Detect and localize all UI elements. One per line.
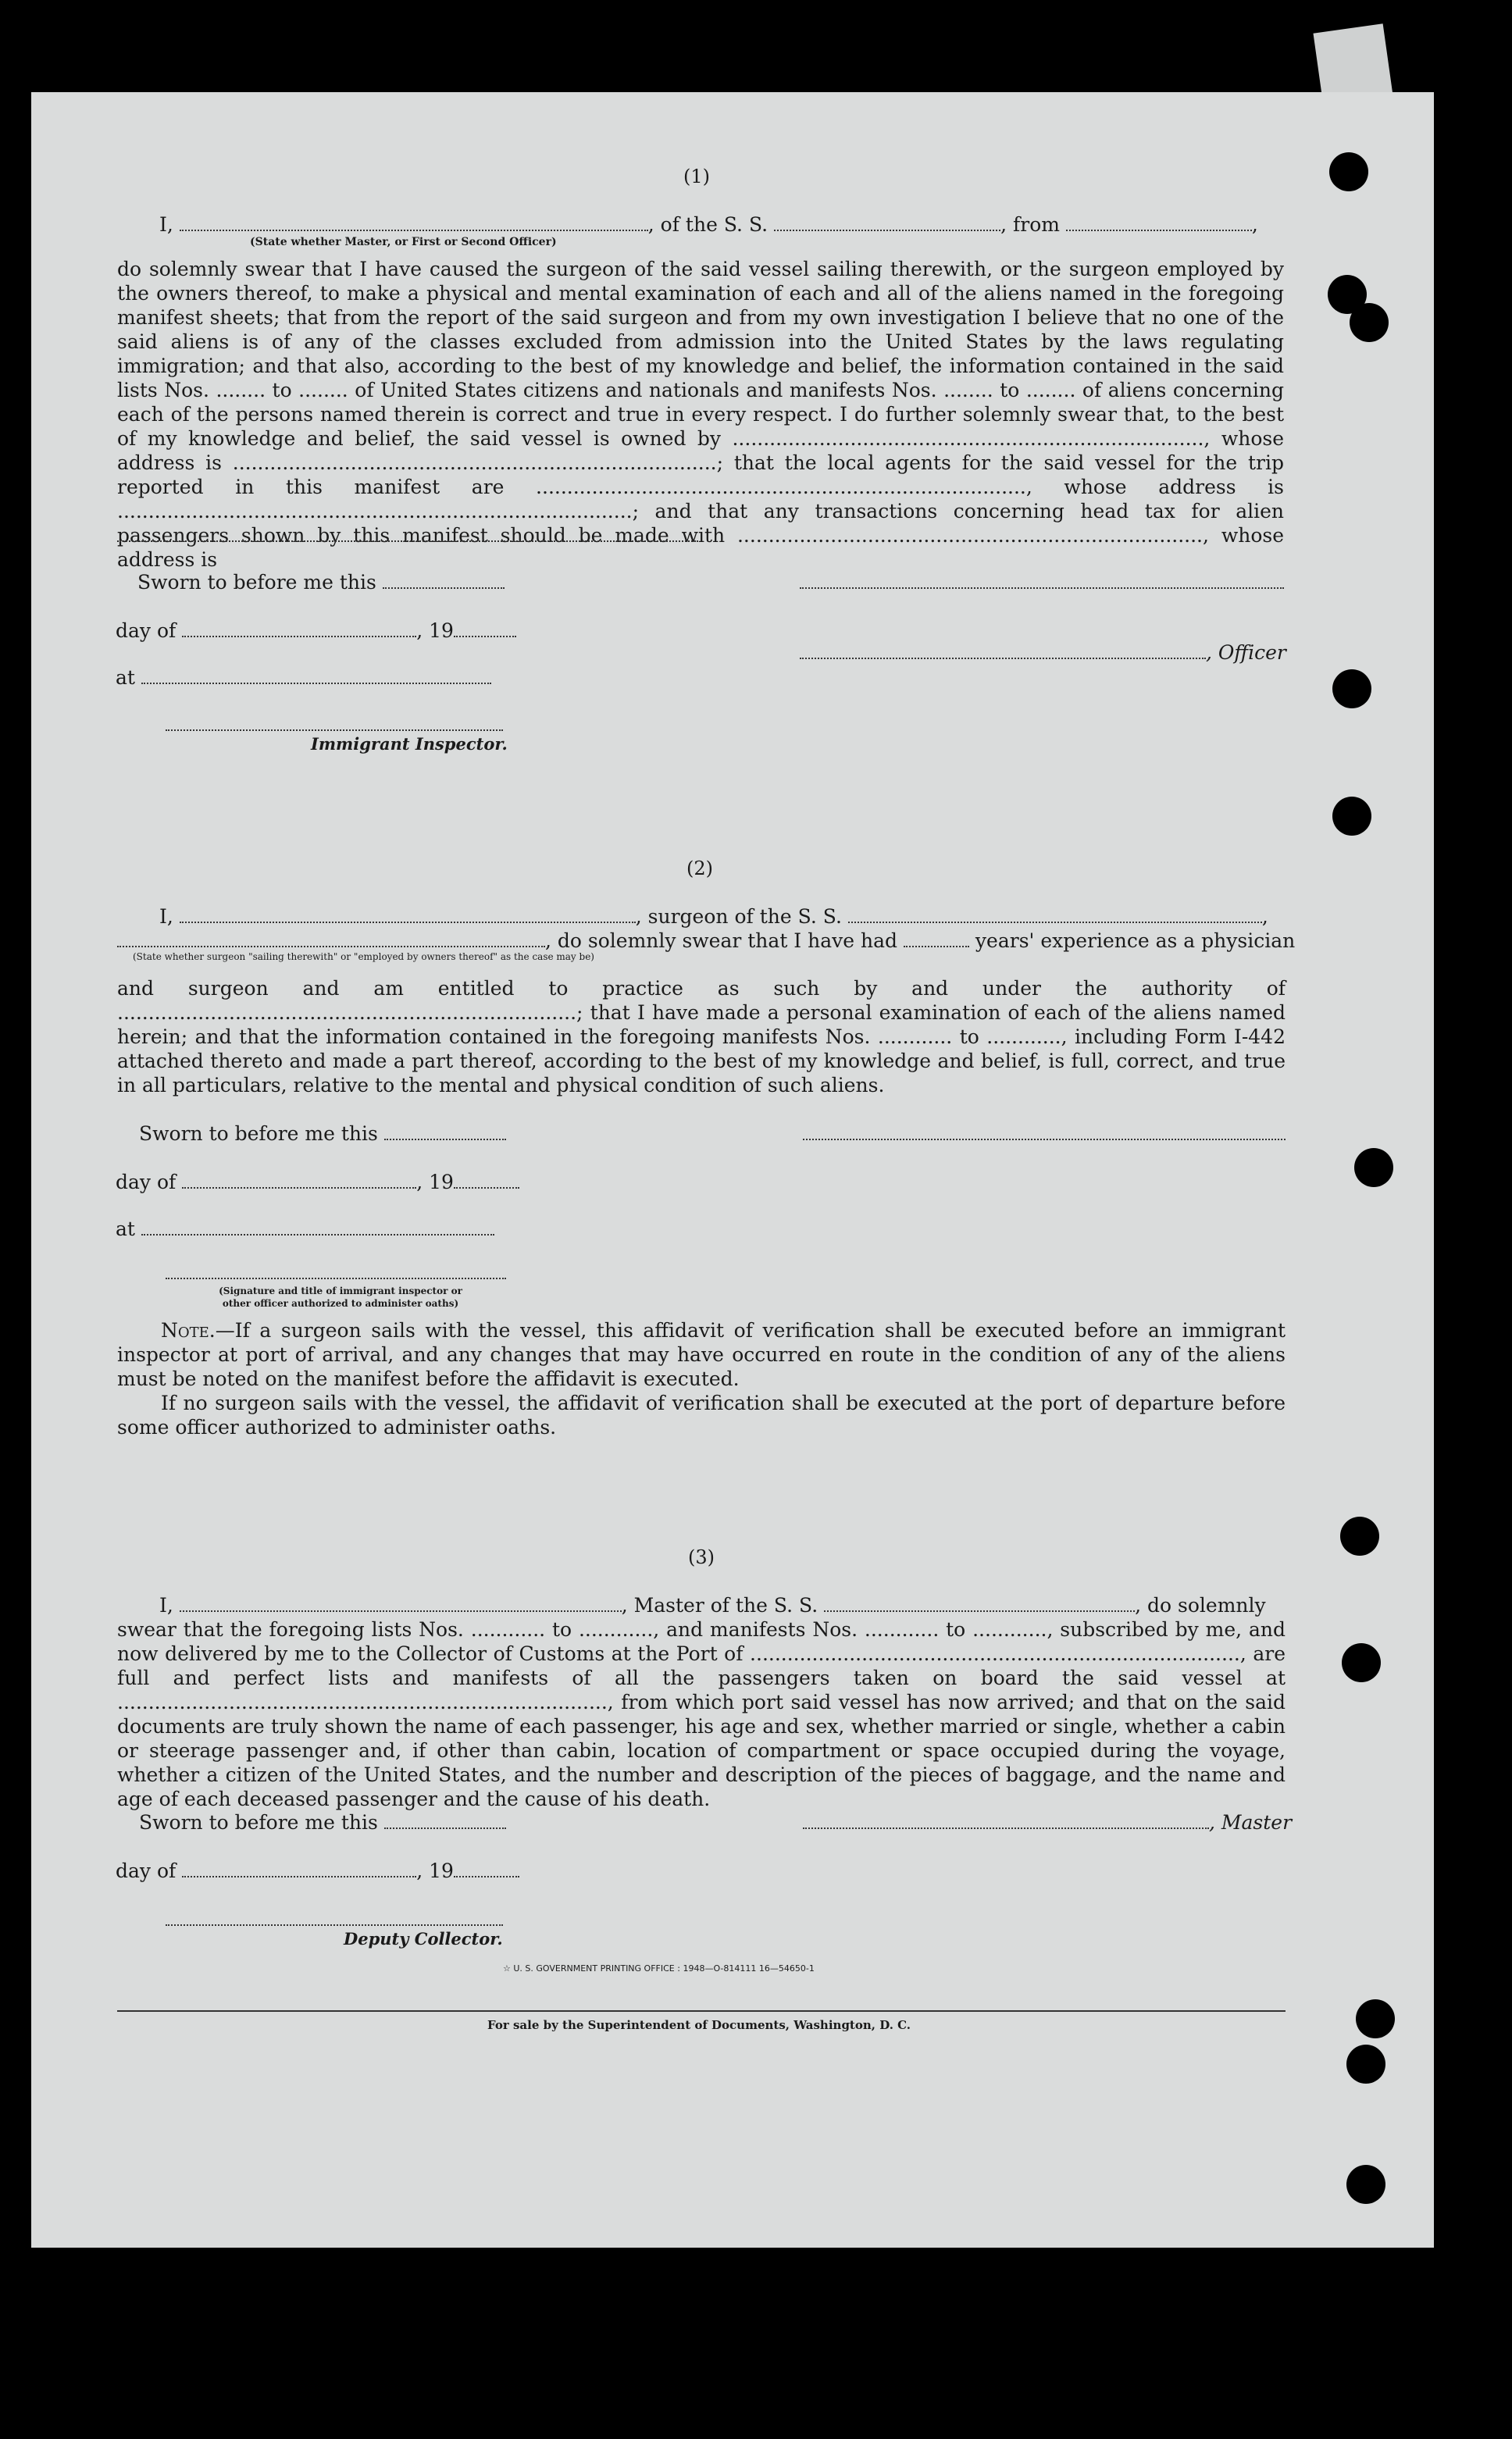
surgeon-type-blank[interactable] [117, 932, 545, 947]
day-blank[interactable] [182, 1173, 416, 1189]
year-blank[interactable] [454, 1862, 519, 1877]
year-blank[interactable] [454, 622, 516, 637]
note-paragraph-1 [117, 1318, 1286, 1391]
section-2-body: and surgeon and am entitled to practice as such by and under the authority of ..........................................................................; that I have made a personal examination of each of the aliens named herein; and that the information contained in the foregoing manifests Nos. ............ to ............, including Form I-442 attached thereto and made a part thereof, according to the best of my knowledge and belief, is full, correct, and true in all particulars, relative to the mental and physical condition of such aliens. [117, 977, 1286, 1096]
surgeon-name-blank[interactable] [180, 907, 636, 923]
solemnly-label: , do solemnly [1135, 1594, 1266, 1617]
years-blank[interactable] [904, 932, 969, 947]
day-of-label: day of [116, 619, 177, 642]
officer-line [800, 640, 1286, 665]
section-1-number: (1) [683, 166, 710, 187]
officer-name-blank[interactable] [180, 216, 648, 231]
year-label: , 19 [416, 619, 454, 642]
sig-caption-1: (Signature and title of immigrant inspector or [219, 1285, 462, 1296]
day-of-label: day of [116, 1860, 177, 1882]
at-blank[interactable] [141, 1220, 494, 1236]
note-text-1: —If a surgeon sails with the vessel, this affidavit of verification shall be executed before an immigrant inspector at port of arrival, and any changes that may have occurred en route in the condition of any of the aliens must be noted on the manifest before the affidavit is executed. [117, 1319, 1286, 1390]
printing-office-line: ☆ U. S. GOVERNMENT PRINTING OFFICE : 1948—O-814111 16—54650-1 [503, 1963, 815, 1974]
sworn-line-3 [139, 1810, 506, 1835]
year-label: , 19 [416, 1171, 454, 1193]
year-label: , 19 [416, 1860, 454, 1882]
day-blank[interactable] [182, 1862, 416, 1877]
surgeon-signature-blank[interactable] [803, 1137, 1286, 1140]
master-line [803, 1810, 1292, 1835]
section-2-number: (2) [686, 858, 713, 879]
punch-hole [1354, 1148, 1393, 1187]
pronoun-i: I, [159, 905, 173, 928]
section-2-line-2 [117, 929, 1295, 953]
from-label: , from [1000, 213, 1060, 236]
pronoun-i: I, [159, 213, 173, 236]
punch-hole [1332, 797, 1371, 836]
officer-signature-blank[interactable] [800, 644, 1206, 659]
section-3-number: (3) [688, 1546, 715, 1568]
sworn-line-2 [139, 1121, 506, 1146]
inspector-label: Immigrant Inspector. [311, 734, 508, 754]
at-label: at [116, 1218, 135, 1240]
punch-hole [1329, 152, 1368, 191]
surgeon-label: , surgeon of the S. S. [635, 905, 842, 928]
section-3-body: swear that the foregoing lists Nos. ............ to ............, and manifests Nos. ............ to ............, subscribed by me, and now delivered by me to the Collector of Customs at the Port of ..............................................................................., are full and perfect lists and manifests of all the passengers taken on board the said vessel at ..............................................................................., from which port said vessel has now arrived; and that on the said documents are truly shown the name of each passenger, his age and sex, whether married or single, whether a cabin or steerage passenger and, if other than cabin, location of compartment or space occupied during the voyage, whether a citizen of the United States, and the number and description of the pieces of baggage, and the name and age of each deceased passenger and the cause of his death. [117, 1618, 1286, 1810]
note-label: Note. [161, 1319, 216, 1342]
ship-name-blank[interactable] [774, 216, 1000, 231]
line-end-comma: , [1251, 213, 1258, 236]
note-paragraph-2: If no surgeon sails with the vessel, the affidavit of verification shall be executed at the port of departure before some officer authorized to administer oaths. [117, 1392, 1286, 1439]
section-1-line-1 [159, 212, 1258, 237]
punch-hole [1342, 1643, 1381, 1682]
address-blank[interactable] [117, 539, 698, 542]
signature-blank[interactable] [800, 586, 1284, 589]
sworn-date-blank[interactable] [383, 573, 505, 589]
officer-caption: (State whether Master, or First or Second Officer) [250, 236, 557, 248]
master-title-label: , Master [1209, 1811, 1293, 1834]
ship-label: , of the S. S. [647, 213, 768, 236]
punch-hole [1346, 2045, 1385, 2084]
sworn-label: Sworn to before me this [139, 1122, 378, 1145]
punch-hole [1356, 1999, 1395, 2038]
master-name-blank[interactable] [180, 1596, 622, 1612]
years-label: years' experience as a physician [975, 929, 1296, 952]
section-3-line-1 [159, 1593, 1266, 1617]
section-1-body: do solemnly swear that I have caused the surgeon of the said vessel sailing therewith, or the surgeon employed by the owners thereof, to make a physical and mental examination of each and all of the aliens named in the foregoing manifest sheets; that from the report of the said surgeon and from my own investigation I believe that no one of the said aliens is of any of the classes excluded from admission into the United States by the laws regulating immigration; and that also, according to the best of my knowledge and belief, the information contained in the said lists Nos. ........ to ........ of United States citizens and nationals and manifests Nos. ........ to ........ of aliens concerning each of the persons named therein is correct and true in every respect. I do further solemnly swear that, to the best of my knowledge and belief, the said vessel is owned by ............................................................................, whose address is ..............................................................................; that the local agents for the said vessel for the trip reported in this manifest are ..............................................................................., whose address is ...................................................................................; and that any transactions concerning head tax for alien passengers shown by this manifest should be made with ..........................................................................., whose address is [117, 258, 1284, 571]
year-blank[interactable] [454, 1173, 519, 1189]
section-2-line-1 [159, 904, 1268, 929]
for-sale-line: For sale by the Superintendent of Documents, Washington, D. C. [487, 2018, 911, 2032]
punch-hole [1346, 2165, 1385, 2204]
sworn-line-1 [137, 570, 505, 594]
deputy-signature-blank[interactable] [166, 1923, 503, 1926]
sworn-label: Sworn to before me this [137, 571, 376, 594]
ship-name-blank[interactable] [824, 1596, 1135, 1612]
deputy-label: Deputy Collector. [344, 1929, 503, 1949]
sig-caption-2: other officer authorized to administer oaths) [222, 1298, 459, 1309]
at-blank[interactable] [141, 669, 491, 684]
inspector-signature-blank[interactable] [166, 1276, 506, 1279]
surgeon-caption: (State whether surgeon "sailing therewith" or "employed by owners thereof" as the case may be) [133, 951, 594, 962]
sworn-label: Sworn to before me this [139, 1811, 378, 1834]
pronoun-i: I, [159, 1594, 173, 1617]
sworn-date-blank[interactable] [384, 1813, 506, 1829]
punch-hole [1340, 1517, 1379, 1556]
day-line-1 [116, 619, 516, 643]
punch-hole [1332, 669, 1371, 708]
day-line-3 [116, 1859, 519, 1883]
day-of-label: day of [116, 1171, 177, 1193]
at-label: at [116, 666, 135, 689]
master-signature-blank[interactable] [803, 1813, 1209, 1829]
at-line-1 [116, 665, 491, 690]
day-blank[interactable] [182, 622, 416, 637]
at-line-2 [116, 1217, 494, 1241]
line-end-comma: , [1261, 905, 1268, 928]
inspector-signature-blank[interactable] [166, 728, 503, 731]
master-label: , Master of the S. S. [621, 1594, 818, 1617]
footer-rule [117, 2010, 1286, 2012]
officer-label: , Officer [1206, 641, 1286, 664]
day-line-2 [116, 1170, 519, 1194]
from-port-blank[interactable] [1066, 216, 1252, 231]
swear-label: , do solemnly swear that I have had [545, 929, 898, 952]
sworn-date-blank[interactable] [384, 1125, 506, 1140]
punch-hole [1350, 303, 1389, 342]
ship-name-blank[interactable] [848, 907, 1262, 923]
